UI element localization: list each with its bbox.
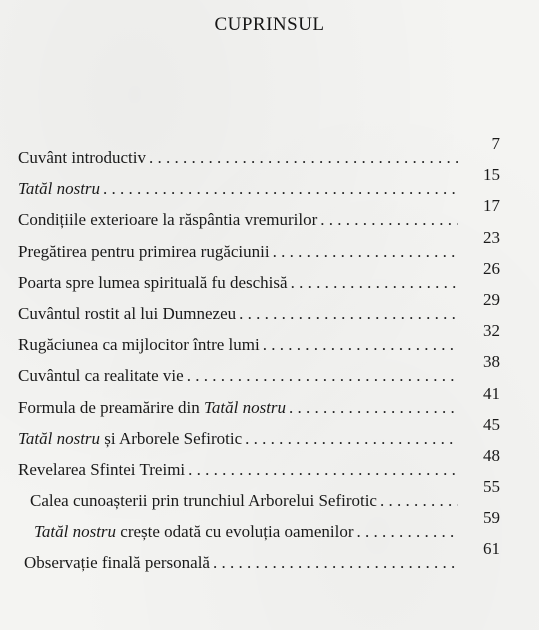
toc-entry <box>18 259 500 290</box>
dot-leader <box>245 415 458 449</box>
toc-page-number: 61 <box>483 539 500 559</box>
dot-leader <box>380 477 458 511</box>
toc-page-number: 26 <box>483 258 500 278</box>
toc-page-number: 29 <box>483 289 500 309</box>
toc-entry-title: Cuvântul rostit al lui Dumnezeu <box>18 303 237 323</box>
dot-leader <box>356 508 458 542</box>
toc-entry <box>18 539 500 573</box>
toc-entry-title: Revelarea Sfintei Treimi <box>18 459 186 479</box>
toc-entry <box>18 196 500 230</box>
toc-page-number: 7 <box>491 134 500 153</box>
toc-entry-title: Poarta spre lumea spirituală fu deschisă <box>18 272 288 292</box>
toc-page-number: 17 <box>483 196 500 216</box>
toc-entry-title: Tatăl nostru crește odată cu evoluția oamenilor <box>34 522 354 542</box>
table-of-contents <box>18 134 500 571</box>
toc-entry-title: Tatăl nostru <box>18 179 101 199</box>
toc-page-number: 15 <box>483 165 500 185</box>
toc-entry <box>18 165 500 199</box>
toc-page-number: 23 <box>483 227 500 247</box>
dot-leader <box>263 321 458 355</box>
page-title: CUPRINSUL <box>214 14 325 35</box>
toc-page-number: 45 <box>483 414 500 434</box>
dot-leader <box>187 352 458 386</box>
toc-entry-title: Formula de preamărire din Tatăl nostru <box>18 397 287 417</box>
dot-leader <box>239 290 458 324</box>
toc-entry-title: Cuvântul ca realitate vie <box>18 366 184 386</box>
dot-leader <box>103 165 458 199</box>
toc-entry <box>18 477 500 511</box>
dot-leader <box>188 446 458 480</box>
toc-entry <box>18 290 500 321</box>
toc-page-number: 59 <box>483 508 500 528</box>
toc-entry-title: Calea cunoașterii prin trunchiul Arborelui Sefirotic <box>30 491 377 511</box>
toc-entry <box>18 352 500 386</box>
toc-entry-title: Cuvânt introductiv <box>18 148 146 167</box>
toc-entry <box>18 415 500 446</box>
dot-leader <box>291 259 458 293</box>
toc-page-number: 55 <box>483 477 500 497</box>
toc-entry <box>18 446 500 477</box>
toc-entry-title: Tatăl nostru și Arborele Sefirotic <box>18 428 243 448</box>
toc-entry <box>18 384 500 415</box>
dot-leader <box>213 539 458 573</box>
toc-entry-title: Rugăciunea ca mijlocitor între lumi <box>18 335 260 355</box>
toc-page-number: 48 <box>483 445 500 465</box>
toc-entry-title: Condițiile exterioare la răspântia vremurilor <box>18 210 318 230</box>
dot-leader <box>149 134 458 168</box>
toc-entry-title: Observație finală personală <box>24 553 210 573</box>
toc-entry <box>18 228 500 259</box>
toc-entry-title: Pregătirea pentru primirea rugăciunii <box>18 241 270 261</box>
toc-entry <box>18 321 500 355</box>
toc-entry <box>18 508 500 542</box>
toc-entry <box>18 134 500 165</box>
toc-page-number: 38 <box>483 352 500 372</box>
toc-page-number: 41 <box>483 383 500 403</box>
dot-leader <box>320 196 458 230</box>
toc-page-number: 32 <box>483 321 500 341</box>
dot-leader <box>273 228 458 262</box>
dot-leader <box>289 384 458 418</box>
